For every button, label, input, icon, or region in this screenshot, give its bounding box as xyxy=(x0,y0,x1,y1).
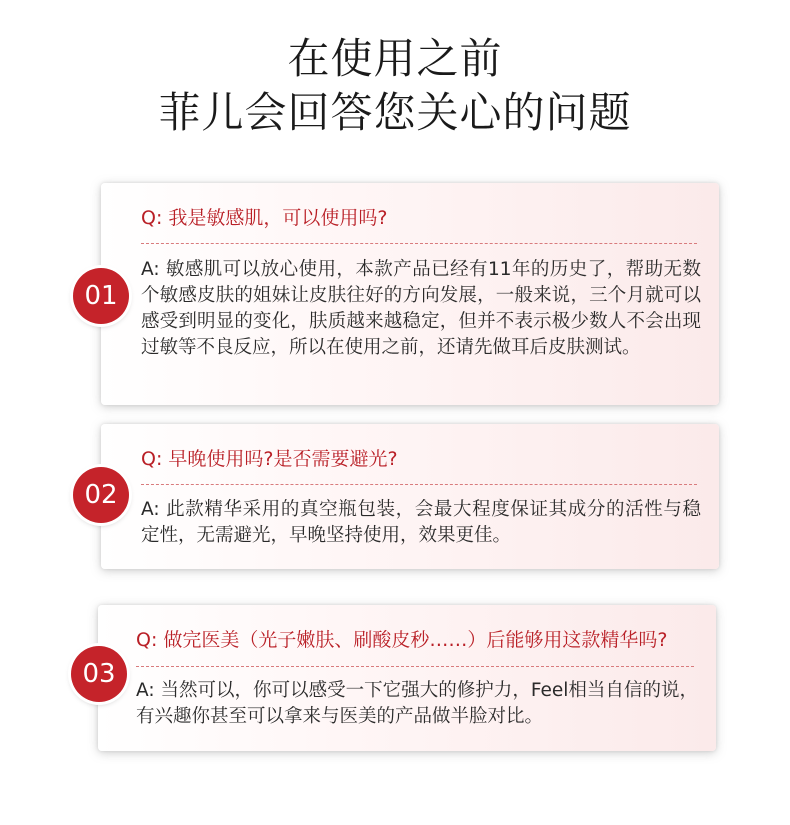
page-title-line-1: 在使用之前 xyxy=(287,34,503,83)
faq-number-badge-3: 03 xyxy=(71,646,127,702)
page-title-line-2: 菲儿会回答您关心的问题 xyxy=(158,88,632,137)
faq-card-3 xyxy=(98,605,716,751)
faq-number-badge-2: 02 xyxy=(73,467,129,523)
faq-question-3: Q: 做完医美（光子嫩肤、刷酸皮秒……）后能够用这款精华吗? xyxy=(136,629,668,651)
faq-answer-3: A: 当然可以，你可以感受一下它强大的修护力，Feel相当自信的说，有兴趣你甚至可以拿来与医美的产品做半脸对比。 xyxy=(136,680,698,727)
faq-card-2 xyxy=(101,424,719,569)
faq-divider-1 xyxy=(141,243,697,244)
faq-card-1 xyxy=(101,183,719,405)
faq-answer-2: A: 此款精华采用的真空瓶包装，会最大程度保证其成分的活性与稳定性，无需避光，早晚坚持使用，效果更佳。 xyxy=(141,499,701,546)
faq-divider-3 xyxy=(136,666,694,667)
faq-number-badge-1: 01 xyxy=(73,268,129,324)
faq-question-2: Q: 早晚使用吗?是否需要避光? xyxy=(141,448,398,470)
faq-answer-1: A: 敏感肌可以放心使用，本款产品已经有11年的历史了，帮助无数个敏感皮肤的姐妹让皮肤往好的方向发展，一般来说，三个月就可以感受到明显的变化，肤质越来越稳定，但并不表示极少数人不会出现过敏等不良反应，所以在使用之前，还请先做耳后皮肤测试。 xyxy=(141,259,701,358)
faq-question-1: Q: 我是敏感肌，可以使用吗? xyxy=(141,207,388,229)
faq-divider-2 xyxy=(141,484,697,485)
